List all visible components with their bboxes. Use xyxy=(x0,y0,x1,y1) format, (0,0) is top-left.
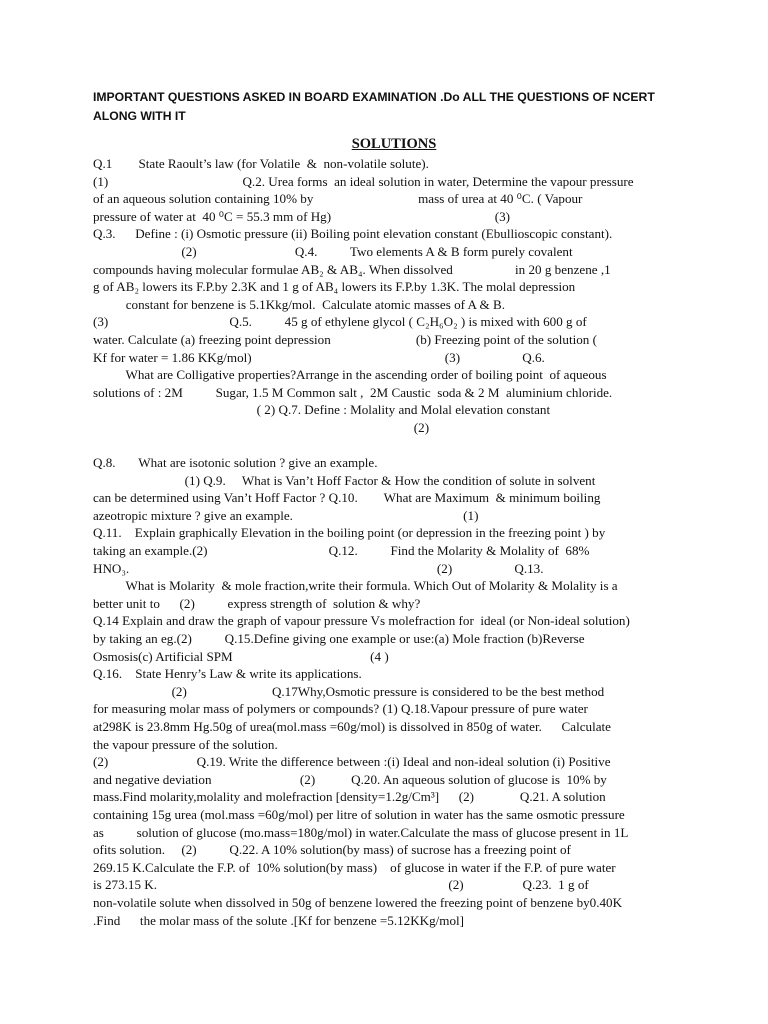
text-line: What are Colligative properties?Arrange in the ascending order of boiling point of aqueous xyxy=(93,367,607,383)
text-line: for measuring molar mass of polymers or compounds? (1) Q.18.Vapour pressure of pure water xyxy=(93,701,588,717)
text-line: (1) Q.9. What is Van’t Hoff Factor & How the condition of solute in solvent xyxy=(93,472,596,488)
text-line: What is Molarity & mole fraction,write their formula. Which Out of Molarity & Molality is a xyxy=(93,578,618,594)
text-line: Osmosis(c) Artificial SPM (4 ) xyxy=(93,648,389,664)
text-line: Q.3. Define : (i) Osmotic pressure (ii) Boiling point elevation constant (Ebullioscopic constant). xyxy=(93,226,613,242)
text-line: taking an example.(2) Q.12. Find the Molarity & Molality of 68% xyxy=(93,543,590,559)
text-line: Kf for water = 1.86 KKg/mol) (3) Q.6. xyxy=(93,349,545,365)
text-line: at298K is 23.8mm Hg.50g of urea(mol.mass =60g/mol) is dissolved in 850g of water. Calculate xyxy=(93,719,611,734)
text-line: Q.14 Explain and draw the graph of vapour pressure Vs molefraction for ideal (or Non-ideal solution) xyxy=(93,613,630,629)
text-line: Q.8. What are isotonic solution ? give an example. xyxy=(93,455,378,471)
text-line: by taking an eg.(2) Q.15.Define giving one example or use:(a) Mole fraction (b)Reverse xyxy=(93,631,585,647)
text-line: azeotropic mixture ? give an example. (1) xyxy=(93,507,479,523)
text-line: solutions of : 2M Sugar, 1.5 M Common salt , 2M Caustic soda & 2 M aluminium chloride. xyxy=(93,384,613,400)
text-line: (2) xyxy=(93,419,430,435)
text-line: (2) Q.4. Two elements A & B form purely covalent xyxy=(93,243,573,259)
text-line: is 273.15 K. (2) Q.23. 1 g of xyxy=(93,877,589,893)
text-line xyxy=(93,437,675,455)
text-line: better unit to (2) express strength of solution & why? xyxy=(93,595,421,611)
text-line: .Find the molar mass of the solute .[Kf for benzene =5.12KKg/mol] xyxy=(93,912,465,928)
questions-body xyxy=(93,155,675,929)
text-line: compounds having molecular formulae AB₂ & AB₄. When dissolved in 20 g benzene ,1 xyxy=(93,261,611,277)
text-line: mass.Find molarity,molality and molefraction [density=1.2g/Cm³] (2) Q.21. A solution xyxy=(93,789,606,805)
text-line: can be determined using Van’t Hoff Factor ? Q.10. What are Maximum & minimum boiling xyxy=(93,490,601,506)
text-line: water. Calculate (a) freezing point depression (b) Freezing point of the solution ( xyxy=(93,331,597,347)
text-line: Q.1 State Raoult’s law (for Volatile & non-volatile solute). xyxy=(93,156,429,171)
text-line: and negative deviation (2) Q.20. An aqueous solution of glucose is 10% by xyxy=(93,771,607,787)
text-line: non-volatile solute when dissolved in 50g of benzene lowered the freezing point of benzene by0.40K xyxy=(93,894,623,910)
text-line: (3) Q.5. 45 g of ethylene glycol ( C₂H₆O₂ ) is mixed with 600 g of xyxy=(93,314,587,330)
text-line: of an aqueous solution containing 10% by mass of urea at 40 ⁰C. ( Vapour xyxy=(93,191,583,207)
text-line: Q.11. Explain graphically Elevation in the boiling point (or depression in the freezing point ) by xyxy=(93,525,606,541)
text-line: 269.15 K.Calculate the F.P. of 10% solution(by mass) of glucose in water if the F.P. of pure water xyxy=(93,859,616,875)
text-line: (2) Q.17Why,Osmotic pressure is considered to be the best method xyxy=(93,683,605,699)
text-line: pressure of water at 40 ⁰C = 55.3 mm of Hg) (3) xyxy=(93,208,511,224)
text-line: (2) Q.19. Write the difference between :(i) Ideal and non-ideal solution (i) Positive xyxy=(93,754,611,770)
text-line: ofits solution. (2) Q.22. A 10% solution(by mass) of sucrose has a freezing point of xyxy=(93,842,571,858)
text-line: (1) Q.2. Urea forms an ideal solution in water, Determine the vapour pressure xyxy=(93,173,634,189)
text-line: Q.16. State Henry’s Law & write its applications. xyxy=(93,666,362,682)
document-heading: IMPORTANT QUESTIONS ASKED IN BOARD EXAMINATION .Do ALL THE QUESTIONS OF NCERT ALONG WITH IT xyxy=(93,90,655,123)
text-line: g of AB₂ lowers its F.P.by 2.3K and 1 g of AB₄ lowers its F.P.by 1.3K. The molal depression xyxy=(93,279,576,295)
section-title: SOLUTIONS xyxy=(351,136,437,152)
text-line: as solution of glucose (mo.mass=180g/mol) in water.Calculate the mass of glucose present in 1L xyxy=(93,824,629,840)
text-line: constant for benzene is 5.1Kkg/mol. Calculate atomic masses of A & B. xyxy=(93,296,506,312)
text-line: containing 15g urea (mol.mass =60g/mol) per litre of solution in water has the same osmotic pressure xyxy=(93,806,625,822)
text-line: ( 2) Q.7. Define : Molality and Molal elevation constant xyxy=(93,402,551,418)
text-line: the vapour pressure of the solution. xyxy=(93,736,278,752)
text-line: HNO₃. (2) Q.13. xyxy=(93,560,544,576)
